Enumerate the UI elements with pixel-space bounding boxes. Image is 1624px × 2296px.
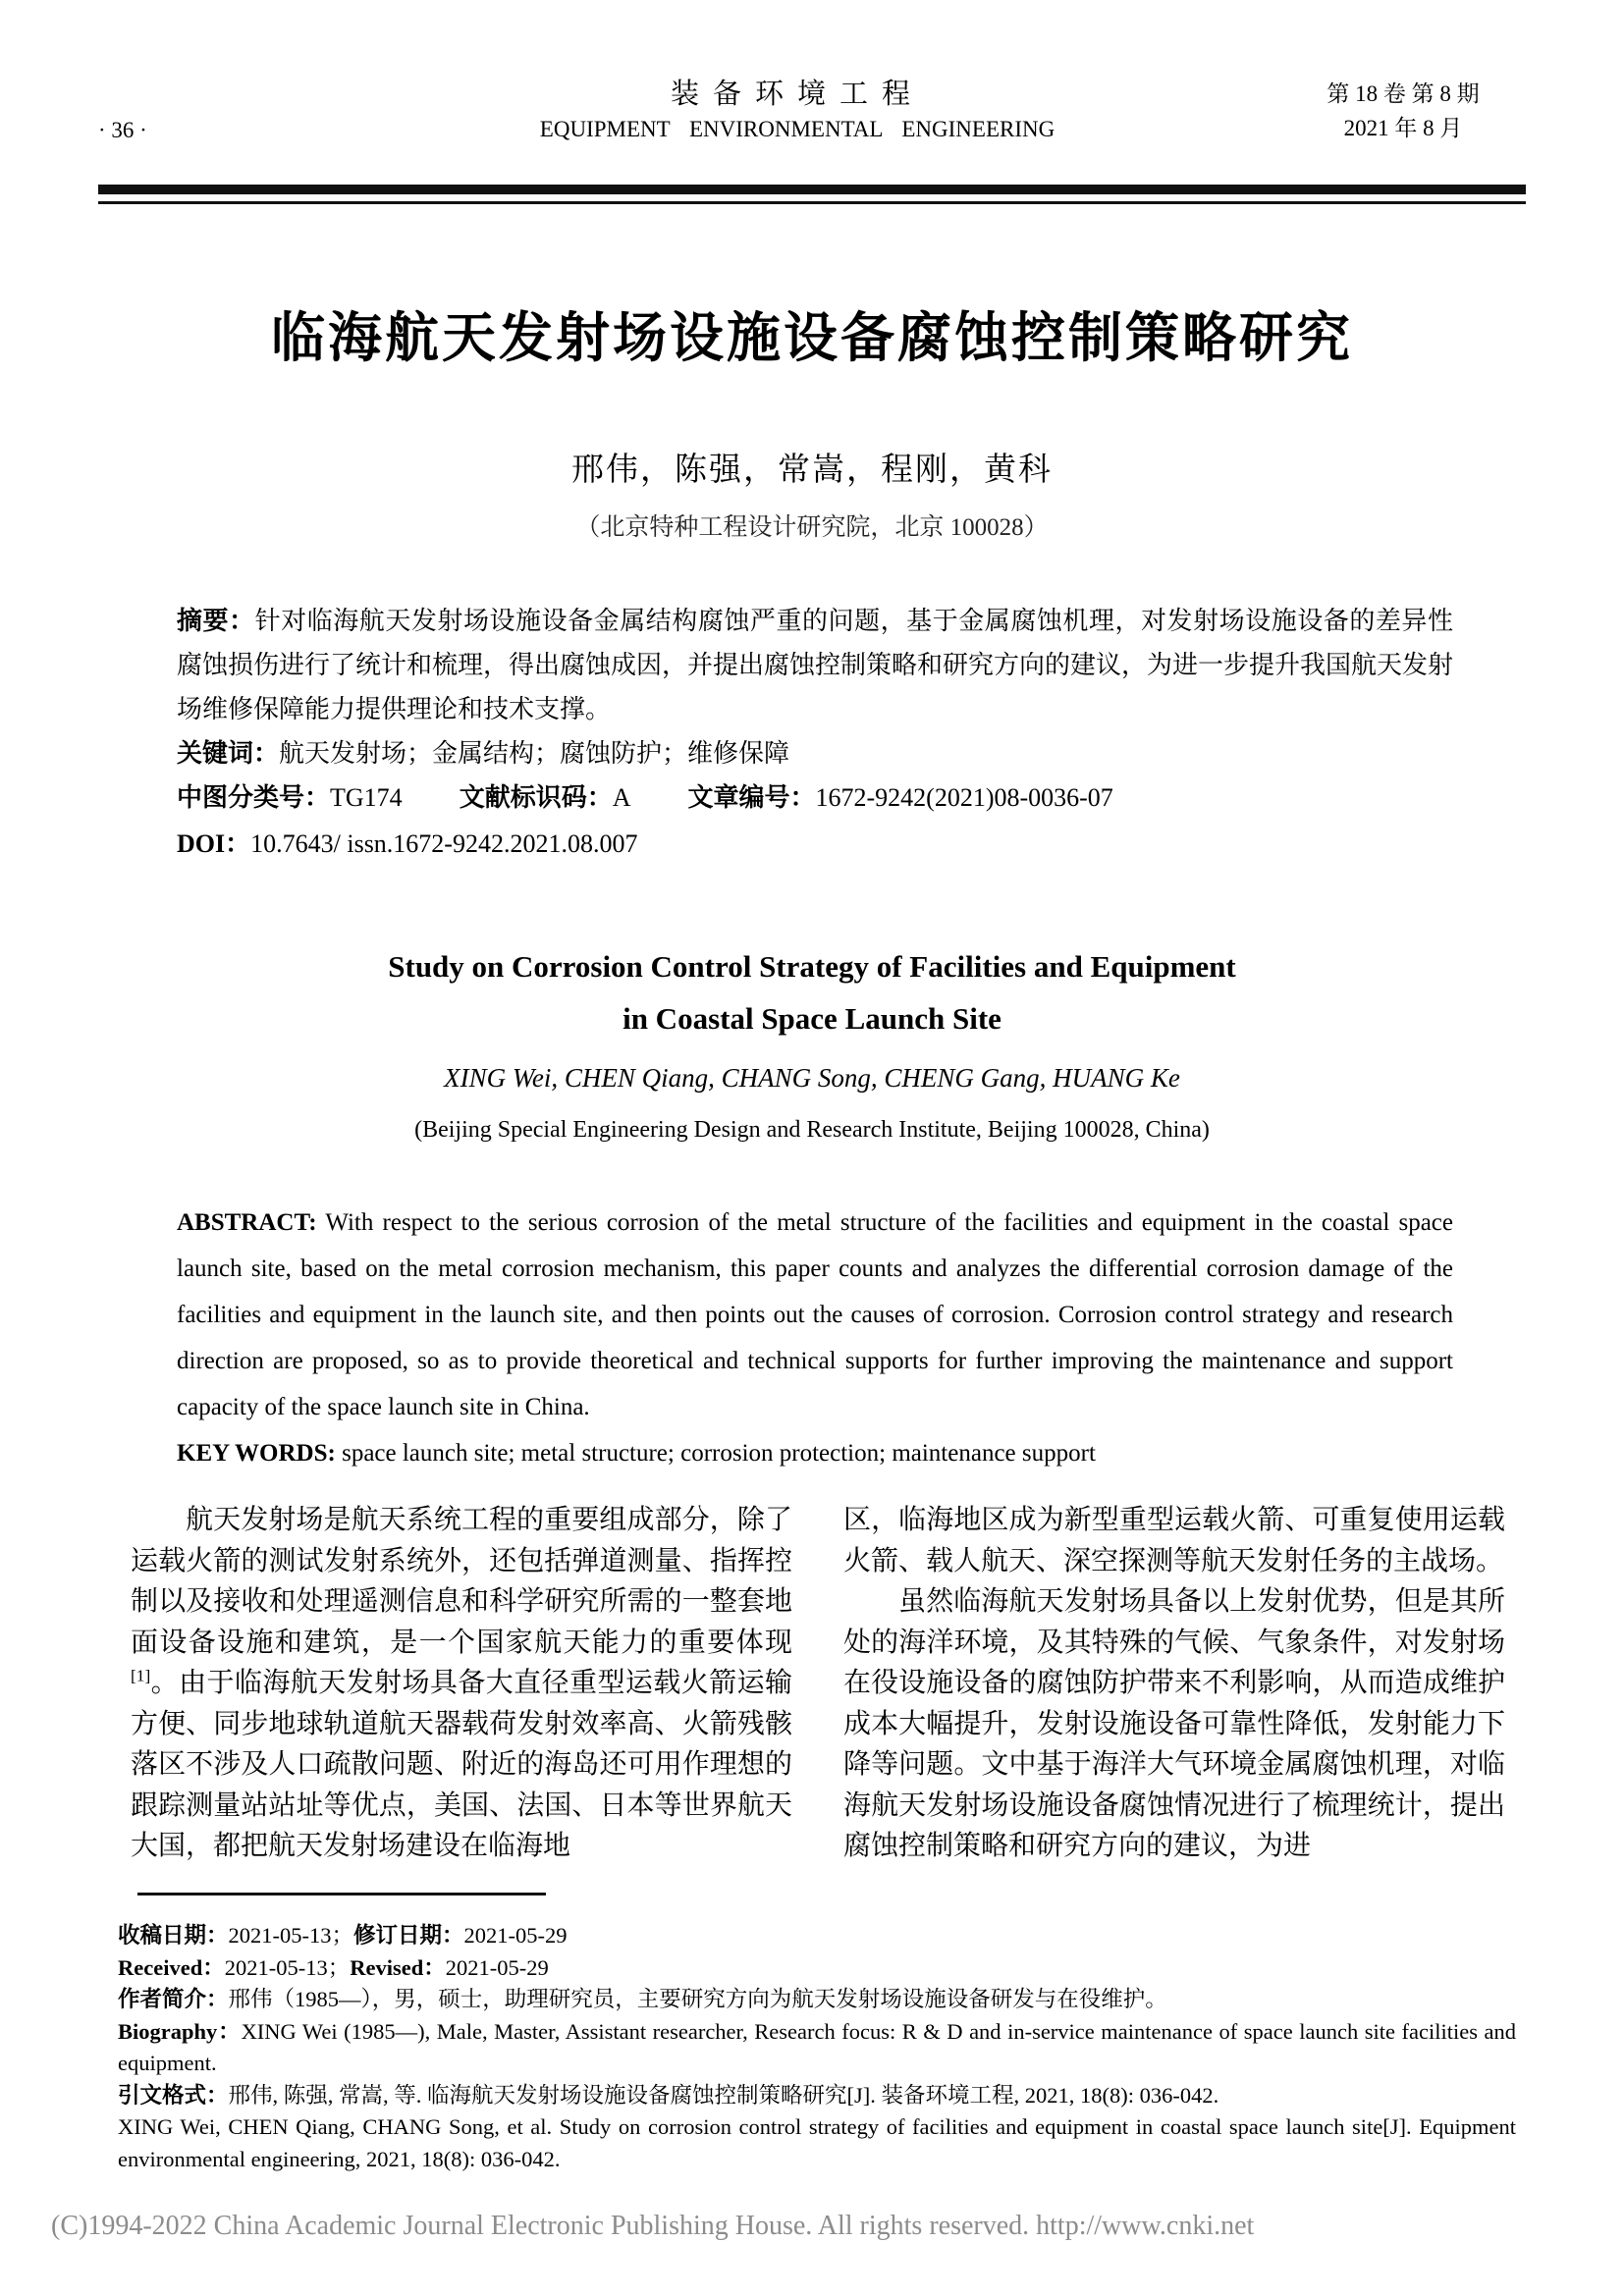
abstract-en-label: ABSTRACT:: [177, 1209, 317, 1236]
page-header: [98, 75, 1526, 145]
revised-label-en: Revised：: [350, 1954, 446, 1980]
biography-label-cn: 作者简介：: [118, 1987, 229, 2011]
abstract-en-text: With respect to the serious corrosion of the metal structure of the facilities and equipment in the coastal space launch site, based on the metal corrosion mechanism, this paper counts and analyzes the differential corrosion damage of the facilities and equipment in the launch site, and then points out the causes of corrosion. Corrosion control strategy and research direction are proposed, so as to provide theoretical and technical supports for further improving the maintenance and support capacity of the space launch site in China.: [177, 1209, 1453, 1420]
clc-value: TG174: [330, 783, 403, 812]
keywords-cn-paragraph: [177, 731, 1453, 775]
biography-label-en: Biography：: [118, 2018, 242, 2044]
doc-code-value: A: [612, 783, 631, 812]
journal-title-block: [314, 75, 1280, 145]
article-title-en-line1: Study on Corrosion Control Strategy of Facilities and Equipment: [388, 949, 1236, 984]
abstract-block-en: [177, 1200, 1453, 1476]
volume-issue: 第 18 卷 第 8 期: [1326, 81, 1480, 106]
keywords-cn-text: 航天发射场；金属结构；腐蚀防护；维修保障: [279, 739, 790, 768]
classification-row: [177, 775, 1453, 820]
page-number: · 36 ·: [98, 118, 147, 142]
article-title-en-line2: in Coastal Space Launch Site: [623, 1001, 1001, 1036]
citation-text-cn: 邢伟, 陈强, 常嵩, 等. 临海航天发射场设施设备腐蚀控制策略研究[J]. 装备环境工程, 2021, 18(8): 036-042.: [228, 2082, 1219, 2108]
clc-label: 中图分类号：: [177, 782, 331, 812]
header-rule-thick: [98, 185, 1526, 194]
affiliation-en: (Beijing Special Engineering Design and Research Institute, Beijing 100028, China): [414, 1117, 1210, 1143]
body-left-text-1: 航天发射场是航天系统工程的重要组成部分，除了运载火箭的测试发射系统外，还包括弹道测量、指挥控制以及接收和处理遥测信息和科学研究所需的一整套地面设备设施和建筑，是一个国家航天能力的重要体现: [131, 1505, 792, 1658]
biography-cn: [118, 1984, 1516, 2016]
doi-value: 10.7643/ issn.1672-9242.2021.08.007: [250, 829, 638, 858]
abstract-cn-label: 摘要：: [177, 606, 255, 635]
copyright-line: (C)1994-2022 China Academic Journal Electronic Publishing House. All rights reserved. http://www.cnki.net: [51, 2211, 1255, 2241]
body-text: [131, 1500, 1505, 1867]
issue-info-block: [1280, 77, 1526, 145]
abstract-block-cn: [177, 599, 1453, 866]
doi-label: DOI：: [177, 829, 251, 858]
footnote-block: [118, 1920, 1516, 2175]
received-value-en: 2021-05-13；: [224, 1954, 351, 1980]
received-label-cn: 收稿日期：: [118, 1923, 229, 1948]
body-right-column: [843, 1500, 1505, 1867]
body-left-column: [131, 1500, 792, 1867]
citation-label: 引文格式：: [118, 2082, 229, 2108]
received-dates-en: [118, 1952, 1516, 1985]
biography-text-cn: 邢伟（1985—），男，硕士，助理研究员，主要研究方向为航天发射场设施设备研发与在役维护。: [228, 1987, 1167, 2011]
article-title-en: [105, 940, 1519, 1044]
received-value-cn: 2021-05-13；: [228, 1923, 354, 1948]
citation-en: XING Wei, CHEN Qiang, CHANG Song, et al. Study on corrosion control strategy of facilities and equipment in coastal space launch site[J]. Equipment environmental engineering, 2021, 18(8): 036-042.: [118, 2114, 1516, 2171]
revised-value-cn: 2021-05-29: [463, 1923, 568, 1948]
revised-value-en: 2021-05-29: [445, 1954, 549, 1980]
citation-cn: [118, 2080, 1516, 2112]
issue-date: 2021 年 8 月: [1343, 116, 1463, 140]
keywords-en-paragraph: [177, 1430, 1453, 1476]
article-id-label: 文章编号：: [687, 782, 816, 812]
keywords-en-label: KEY WORDS:: [177, 1440, 336, 1467]
article-title-cn: 临海航天发射场设施设备腐蚀控制策略研究: [270, 307, 1353, 368]
abstract-cn-paragraph: [177, 599, 1453, 731]
body-left-paragraph: [131, 1500, 792, 1867]
received-dates-cn: [118, 1920, 1516, 1952]
doc-code-label: 文献标识码：: [459, 782, 613, 812]
abstract-en-paragraph: [177, 1200, 1453, 1430]
keywords-cn-label: 关键词：: [177, 738, 280, 768]
article-id-value: 1672-9242(2021)08-0036-07: [815, 783, 1113, 812]
footnote-rule: [137, 1893, 546, 1896]
revised-label-cn: 修订日期：: [353, 1923, 464, 1948]
reference-marker: [1]: [131, 1666, 151, 1685]
biography-en: [118, 2016, 1516, 2080]
affiliation-cn: （北京特种工程设计研究院，北京 100028）: [575, 514, 1049, 541]
body-right-paragraph-1: 区，临海地区成为新型重型运载火箭、可重复使用运载火箭、载人航天、深空探测等航天发射任务的主战场。: [843, 1505, 1505, 1576]
body-left-text-2: 。由于临海航天发射场具备大直径重型运载火箭运输方便、同步地球轨道航天器载荷发射效率高、火箭残骸落区不涉及人口疏散问题、附近的海岛还可用作理想的跟踪测量站站址等优点，美国、法国、日本等世界航天大国，都把航天发射场建设在临海地: [131, 1668, 792, 1861]
journal-title-cn: 装备环境工程: [670, 79, 924, 110]
header-rule-thin: [98, 201, 1526, 204]
authors-cn: 邢伟，陈强，常嵩，程刚，黄科: [571, 451, 1053, 487]
body-right-paragraph-2: 虽然临海航天发射场具备以上发射优势，但是其所处的海洋环境，及其特殊的气候、气象条件，对发射场在役设施设备的腐蚀防护带来不利影响，从而造成维护成本大幅提升，发射设施设备可靠性降低，发射能力下降等问题。文中基于海洋大气环境金属腐蚀机理，对临海航天发射场设施设备腐蚀情况进行了梳理统计，提出腐蚀控制策略和研究方向的建议，为进: [843, 1586, 1505, 1861]
journal-title-en: EQUIPMENT ENVIRONMENTAL ENGINEERING: [539, 117, 1056, 141]
doi-row: [177, 822, 1453, 866]
received-label-en: Received：: [118, 1954, 225, 1980]
keywords-en-text: space launch site; metal structure; corrosion protection; maintenance support: [342, 1440, 1096, 1467]
authors-en: XING Wei, CHEN Qiang, CHANG Song, CHENG Gang, HUANG Ke: [444, 1063, 1180, 1093]
abstract-cn-text: 针对临海航天发射场设施设备金属结构腐蚀严重的问题，基于金属腐蚀机理，对发射场设施设备的差异性腐蚀损伤进行了统计和梳理，得出腐蚀成因，并提出腐蚀控制策略和研究方向的建议，为进一步提升我国航天发射场维修保障能力提供理论和技术支撑。: [177, 607, 1454, 723]
biography-text-en: XING Wei (1985—), Male, Master, Assistant researcher, Research focus: R & D and in-service maintenance of space launch site facilities and equipment.: [118, 2018, 1516, 2075]
